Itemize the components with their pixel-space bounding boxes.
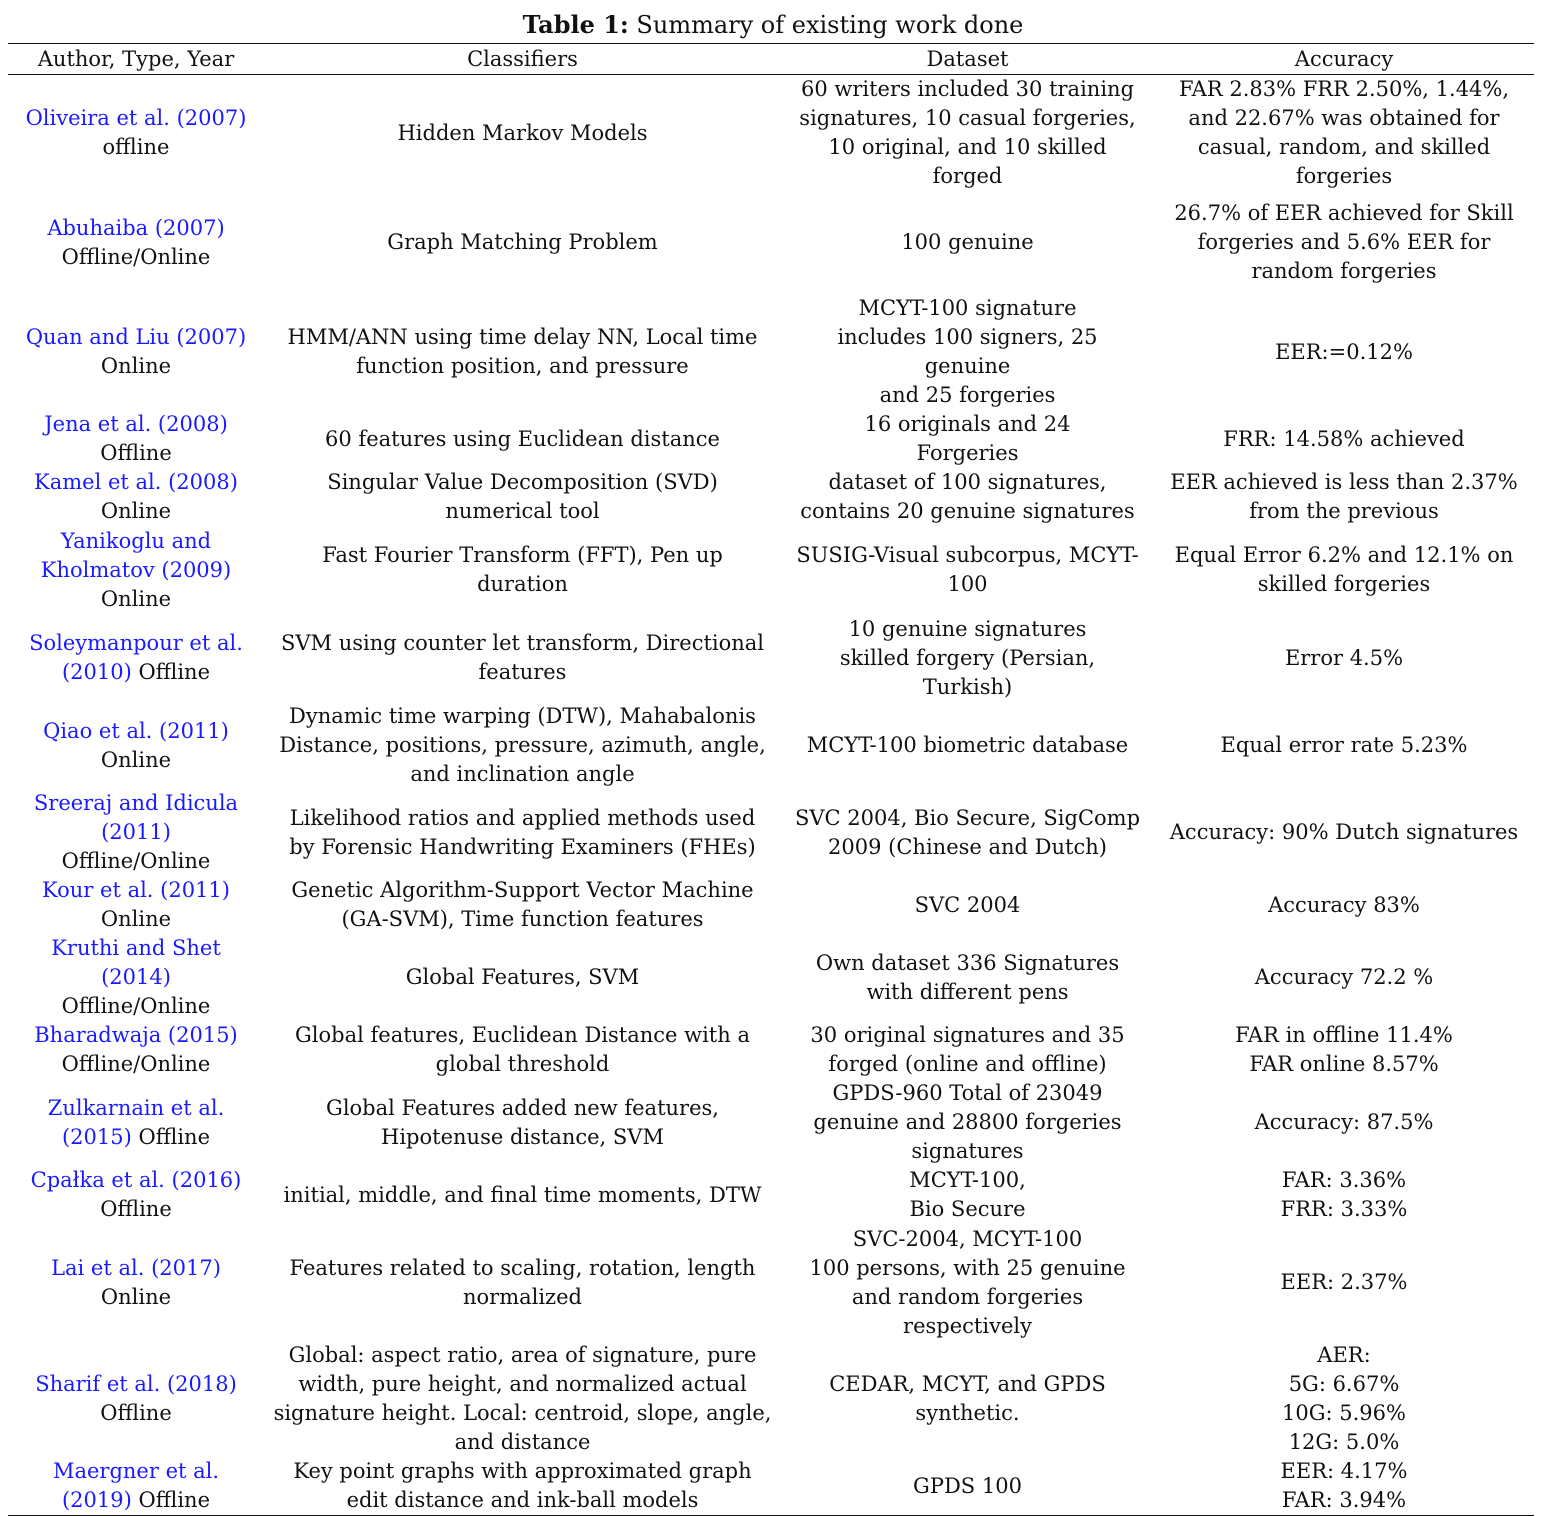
cell-dataset-line: Own dataset 336 Signatures [815, 950, 1120, 975]
cell-author [8, 1166, 264, 1224]
cell-classifier-line: Key point graphs with approximated graph [293, 1459, 752, 1483]
table-row [8, 526, 1534, 614]
author-type: Offline [131, 1488, 211, 1512]
cell-classifier [264, 1021, 781, 1079]
cell-accuracy [1154, 876, 1534, 934]
cell-accuracy-line: 10G: 5.96% [1282, 1401, 1406, 1425]
table-row [8, 614, 1534, 702]
cell-dataset-line: includes 100 signers, 25 [837, 325, 1098, 349]
cell-dataset-line: GPDS 100 [913, 1473, 1022, 1498]
cell-dataset [781, 1021, 1154, 1079]
cell-classifier-line: Distance, positions, pressure, azimuth, angle, [279, 733, 766, 757]
cell-author [8, 1224, 264, 1341]
cell-dataset-line: 100 genuine [901, 230, 1034, 254]
cell-accuracy [1154, 614, 1534, 702]
author-type: offline [102, 135, 170, 159]
cell-classifier [264, 702, 781, 789]
cell-dataset [781, 410, 1154, 468]
table-body [8, 75, 1534, 1516]
cell-dataset-line: and random forgeries [851, 1284, 1084, 1309]
cell-accuracy [1154, 1166, 1534, 1224]
cell-accuracy [1154, 468, 1534, 526]
cell-dataset [781, 876, 1154, 934]
cell-accuracy-line: Equal Error 6.2% and 12.1% on [1174, 543, 1514, 567]
author-type: Online [100, 586, 172, 611]
cell-accuracy-line: FAR online 8.57% [1249, 1052, 1439, 1076]
cell-dataset-line: MCYT-100, [909, 1168, 1026, 1192]
cell-classifier-line: Hipotenuse distance, SVM [381, 1124, 664, 1149]
table-row [8, 75, 1534, 192]
table-row [8, 294, 1534, 410]
column-header-author: Author, Type, Year [8, 44, 264, 75]
cell-accuracy-line: EER: 2.37% [1280, 1270, 1408, 1294]
cell-dataset-line: signatures [911, 1139, 1024, 1163]
cell-classifier-line: Dynamic time warping (DTW), Mahabalonis [289, 704, 756, 728]
author-citation-link[interactable]: Kour et al. (2011) [42, 878, 230, 902]
cell-author [8, 876, 264, 934]
cell-classifier-line: global threshold [435, 1052, 610, 1076]
table-row [8, 468, 1534, 526]
cell-classifier-line: Genetic Algorithm-Support Vector Machine [291, 878, 754, 902]
cell-dataset-line: dataset of 100 signatures, [828, 470, 1107, 494]
cell-accuracy-line: and 22.67% was obtained for [1188, 106, 1500, 130]
author-citation-link[interactable]: Bharadwaja (2015) [34, 1023, 238, 1047]
cell-classifier-line: by Forensic Handwriting Examiners (FHEs) [289, 834, 756, 859]
author-citation-link[interactable]: Sharif et al. (2018) [35, 1372, 237, 1396]
cell-dataset [781, 468, 1154, 526]
cell-dataset-line: 30 original signatures and 35 [810, 1023, 1125, 1047]
cell-accuracy-line: EER:=0.12% [1275, 339, 1413, 364]
cell-accuracy-line: casual, random, and skilled [1197, 135, 1491, 159]
cell-accuracy-line: Equal error rate 5.23% [1220, 733, 1468, 757]
table-row [8, 191, 1534, 294]
author-citation-link[interactable]: Soleymanpour et al. [29, 631, 243, 655]
cell-dataset-line: 10 original, and 10 skilled [828, 135, 1107, 159]
cell-classifier-line: SVM using counter let transform, Directional [280, 631, 765, 655]
author-citation-link[interactable]: Kholmatov (2009) [40, 557, 232, 582]
cell-dataset-line: 2009 (Chinese and Dutch) [828, 834, 1107, 859]
cell-author [8, 1079, 264, 1166]
cell-dataset-line: 10 genuine signatures [848, 616, 1087, 641]
cell-accuracy-line: FAR: 3.94% [1281, 1488, 1407, 1512]
cell-dataset-line: CEDAR, MCYT, and GPDS [829, 1372, 1106, 1396]
cell-classifier-line: Likelihood ratios and applied methods used [289, 805, 756, 830]
cell-classifier [264, 1079, 781, 1166]
author-citation-link[interactable]: (2010) [61, 660, 132, 684]
cell-accuracy-line: Accuracy 72.2 % [1254, 965, 1434, 989]
cell-classifier [264, 75, 781, 192]
cell-author [8, 934, 264, 1021]
cell-classifier-line: (GA-SVM), Time function features [341, 907, 704, 931]
cell-accuracy [1154, 934, 1534, 1021]
cell-classifier-line: and inclination angle [410, 762, 635, 786]
author-type: Offline [131, 1124, 211, 1149]
cell-dataset [781, 1224, 1154, 1341]
cell-dataset-line: SUSIG-Visual subcorpus, MCYT- [796, 543, 1139, 567]
cell-accuracy-line: Error 4.5% [1284, 645, 1404, 670]
cell-dataset-line: contains 20 genuine signatures [800, 499, 1135, 523]
cell-dataset [781, 1166, 1154, 1224]
author-type: Online [100, 354, 172, 378]
author-type: Offline/Online [61, 849, 211, 873]
cell-classifier [264, 614, 781, 702]
author-type: Offline/Online [61, 994, 211, 1018]
cell-accuracy [1154, 191, 1534, 294]
cell-accuracy-line: FAR: 3.36% [1281, 1168, 1407, 1192]
cell-accuracy-line: Accuracy: 87.5% [1254, 1110, 1434, 1134]
author-citation-link[interactable]: Zulkarnain et al. [47, 1095, 225, 1120]
cell-classifier [264, 1457, 781, 1516]
table-row [8, 876, 1534, 934]
cell-dataset-line: GPDS-960 Total of 23049 [832, 1081, 1103, 1105]
table-row [8, 1457, 1534, 1516]
cell-accuracy [1154, 1021, 1534, 1079]
cell-classifier-line: numerical tool [445, 499, 600, 523]
cell-accuracy [1154, 1079, 1534, 1166]
author-citation-link[interactable]: Quan and Liu (2007) [25, 325, 247, 349]
cell-dataset-line: synthetic. [915, 1401, 1020, 1425]
cell-dataset [781, 702, 1154, 789]
cell-accuracy [1154, 1457, 1534, 1516]
author-type: Online [100, 1284, 172, 1309]
table-caption-label: Table 1: [522, 10, 629, 39]
cell-accuracy-line: EER achieved is less than 2.37% [1170, 470, 1518, 494]
cell-dataset-line: skilled forgery (Persian, [839, 645, 1096, 670]
cell-accuracy-line: 12G: 5.0% [1288, 1430, 1400, 1454]
cell-dataset-line: SVC-2004, MCYT-100 [852, 1226, 1083, 1251]
cell-classifier [264, 526, 781, 614]
table-row [8, 789, 1534, 876]
cell-classifier-line: Features related to scaling, rotation, length [289, 1255, 756, 1280]
author-type: Offline/Online [61, 244, 211, 269]
table-row [8, 410, 1534, 468]
author-citation-link[interactable]: Lai et al. (2017) [51, 1255, 221, 1280]
cell-accuracy [1154, 1224, 1534, 1341]
author-type: Offline [131, 660, 211, 684]
cell-accuracy-line: EER: 4.17% [1280, 1459, 1408, 1483]
cell-classifier [264, 468, 781, 526]
table-row [8, 1166, 1534, 1224]
cell-accuracy-line: FRR: 14.58% achieved [1223, 426, 1465, 451]
table-caption-text: Summary of existing work done [628, 11, 1024, 39]
cell-classifier-line: signature height. Local: centroid, slope, angle, [273, 1401, 772, 1425]
cell-dataset-line: signatures, 10 casual forgeries, [799, 106, 1136, 130]
cell-dataset-line: with different pens [866, 979, 1069, 1004]
cell-accuracy-line: FAR 2.83% FRR 2.50%, 1.44%, [1178, 77, 1510, 101]
cell-classifier-line: Global features, Euclidean Distance with a [295, 1023, 750, 1047]
author-type: Online [100, 747, 172, 772]
cell-classifier [264, 294, 781, 410]
cell-dataset-line: 100 persons, with 25 genuine [809, 1255, 1126, 1280]
author-citation-link[interactable]: Kruthi and Shet [51, 936, 221, 960]
author-citation-link[interactable]: (2011) [101, 820, 171, 844]
cell-classifier-line: initial, middle, and final time moments, DTW [283, 1182, 762, 1207]
cell-author [8, 410, 264, 468]
cell-accuracy [1154, 410, 1534, 468]
cell-classifier [264, 1341, 781, 1457]
cell-dataset-line: genuine and 28800 forgeries [813, 1110, 1122, 1134]
cell-classifier-line: Singular Value Decomposition (SVD) [327, 470, 718, 494]
table-row [8, 934, 1534, 1021]
cell-classifier-line: Fast Fourier Transform (FFT), Pen up [322, 543, 723, 567]
author-type: Offline/Online [61, 1052, 211, 1076]
cell-classifier-line: and distance [454, 1430, 591, 1454]
cell-classifier [264, 876, 781, 934]
author-citation-link[interactable]: (2019) [61, 1488, 132, 1512]
cell-dataset [781, 294, 1154, 410]
cell-classifier-line: Hidden Markov Models [397, 120, 648, 145]
cell-dataset-line: SVC 2004, Bio Secure, SigComp [794, 805, 1141, 830]
author-citation-link[interactable]: Sreeraj and Idicula [33, 791, 239, 815]
cell-classifier-line: duration [477, 572, 568, 596]
cell-author [8, 702, 264, 789]
cell-dataset [781, 934, 1154, 1021]
cell-accuracy-line: FRR: 3.33% [1280, 1197, 1408, 1221]
cell-dataset-line: 60 writers included 30 training [800, 77, 1135, 101]
author-citation-link[interactable]: Maergner et al. [52, 1459, 220, 1483]
author-citation-link[interactable]: Oliveira et al. (2007) [25, 106, 247, 130]
author-type: Offline [100, 1401, 172, 1425]
cell-classifier [264, 1224, 781, 1341]
cell-classifier-line: features [478, 660, 567, 684]
cell-dataset-line: Forgeries [916, 441, 1019, 465]
cell-dataset-line: genuine [924, 354, 1011, 378]
author-type: Online [100, 907, 172, 931]
cell-classifier-line: Global Features added new features, [326, 1095, 719, 1120]
cell-classifier-line: HMM/ANN using time delay NN, Local time [287, 325, 758, 349]
cell-classifier [264, 191, 781, 294]
cell-accuracy [1154, 789, 1534, 876]
cell-accuracy-line: Accuracy 83% [1268, 892, 1420, 917]
table-row [8, 1341, 1534, 1457]
cell-accuracy [1154, 75, 1534, 192]
author-citation-link[interactable]: Kamel et al. (2008) [34, 470, 238, 494]
cell-accuracy-line: FAR in offline 11.4% [1235, 1023, 1453, 1047]
cell-classifier-line: width, pure height, and normalized actual [298, 1372, 747, 1396]
table-header-row [8, 44, 1534, 75]
cell-classifier-line: Graph Matching Problem [387, 230, 658, 254]
cell-dataset [781, 1341, 1154, 1457]
cell-classifier [264, 789, 781, 876]
cell-accuracy-line: from the previous [1249, 499, 1439, 523]
cell-classifier [264, 1166, 781, 1224]
cell-accuracy-line: forgeries [1295, 164, 1393, 188]
table-row [8, 1021, 1534, 1079]
cell-accuracy [1154, 294, 1534, 410]
cell-dataset-line: forged [932, 164, 1003, 188]
cell-dataset [781, 526, 1154, 614]
author-type: Offline [100, 441, 172, 465]
table-caption [0, 10, 1546, 40]
cell-dataset-line: and 25 forgeries [879, 383, 1056, 407]
cell-accuracy [1154, 1341, 1534, 1457]
cell-author [8, 789, 264, 876]
cell-author [8, 75, 264, 192]
cell-classifier [264, 934, 781, 1021]
table-row [8, 702, 1534, 789]
cell-author [8, 526, 264, 614]
table-row [8, 1079, 1534, 1166]
cell-accuracy [1154, 526, 1534, 614]
cell-accuracy-line: AER: [1317, 1343, 1371, 1367]
cell-accuracy-line: random forgeries [1251, 259, 1437, 283]
cell-classifier-line: normalized [462, 1284, 582, 1309]
author-citation-link[interactable]: Cpałka et al. (2016) [30, 1168, 242, 1192]
cell-dataset-line: Turkish) [922, 674, 1013, 699]
cell-accuracy-line: 26.7% of EER achieved for Skill [1174, 201, 1514, 225]
cell-classifier-line: edit distance and ink-ball models [346, 1488, 699, 1512]
author-citation-link[interactable]: Yanikoglu and [60, 528, 212, 553]
cell-classifier [264, 410, 781, 468]
cell-author [8, 614, 264, 702]
cell-accuracy-line: forgeries and 5.6% EER for [1197, 230, 1491, 254]
column-header-accuracy: Accuracy [1154, 44, 1534, 75]
cell-accuracy-line: Accuracy: 90% Dutch signatures [1169, 820, 1519, 844]
cell-dataset [781, 789, 1154, 876]
cell-classifier-line: function position, and pressure [356, 354, 689, 378]
cell-accuracy-line: 5G: 6.67% [1288, 1372, 1400, 1396]
author-citation-link[interactable]: Qiao et al. (2011) [43, 718, 229, 743]
summary-table [8, 43, 1534, 1516]
cell-classifier-line: 60 features using Euclidean distance [325, 426, 720, 451]
cell-classifier-line: Global Features, SVM [405, 965, 640, 989]
cell-classifier-line: Global: aspect ratio, area of signature, pure [288, 1343, 757, 1367]
author-type: Online [100, 499, 172, 523]
author-type: Offline [100, 1197, 172, 1221]
cell-dataset-line: Bio Secure [909, 1197, 1026, 1221]
cell-dataset-line: respectively [903, 1313, 1032, 1338]
cell-dataset-line: SVC 2004 [914, 892, 1021, 917]
cell-dataset-line: MCYT-100 biometric database [806, 733, 1129, 757]
cell-dataset [781, 1079, 1154, 1166]
column-header-dataset: Dataset [781, 44, 1154, 75]
cell-author [8, 1341, 264, 1457]
author-citation-link[interactable]: (2015) [61, 1124, 132, 1149]
cell-dataset-line: 16 originals and 24 [864, 412, 1071, 436]
cell-dataset-line: MCYT-100 signature [858, 296, 1077, 320]
cell-dataset [781, 614, 1154, 702]
author-citation-link[interactable]: (2014) [101, 965, 171, 989]
cell-accuracy [1154, 702, 1534, 789]
cell-author [8, 294, 264, 410]
column-header-classifiers: Classifiers [264, 44, 781, 75]
table-row [8, 1224, 1534, 1341]
cell-dataset-line: forged (online and offline) [828, 1052, 1107, 1076]
author-citation-link[interactable]: Jena et al. (2008) [44, 412, 228, 436]
cell-accuracy-line: skilled forgeries [1257, 572, 1431, 596]
cell-dataset [781, 191, 1154, 294]
cell-dataset [781, 1457, 1154, 1516]
cell-author [8, 191, 264, 294]
cell-author [8, 1457, 264, 1516]
cell-dataset-line: 100 [947, 572, 988, 596]
author-citation-link[interactable]: Abuhaiba (2007) [47, 215, 225, 240]
cell-author [8, 1021, 264, 1079]
cell-author [8, 468, 264, 526]
cell-dataset [781, 75, 1154, 192]
